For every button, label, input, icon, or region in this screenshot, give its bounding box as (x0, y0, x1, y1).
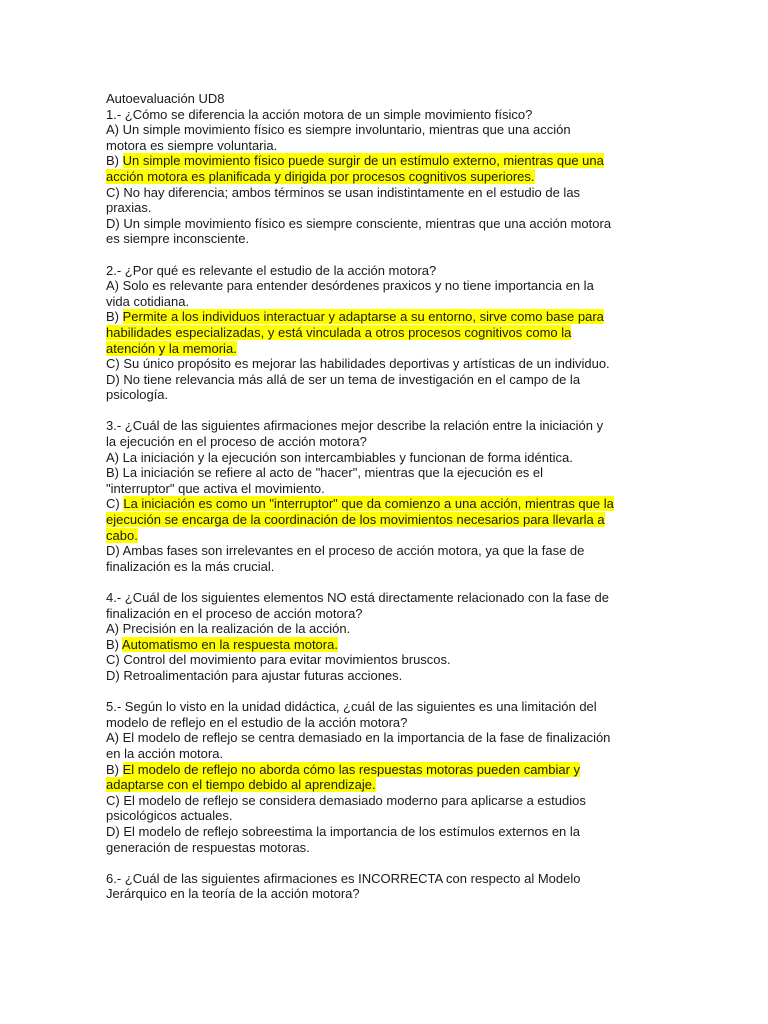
question-block (106, 590, 614, 684)
option-letter: B) (106, 636, 119, 652)
question-text: 6.- ¿Cuál de las siguientes afirmaciones es INCORRECTA con respecto al Modelo Jerárquico en la teoría de la acción motora? (106, 870, 581, 902)
option-letter: D) (106, 823, 120, 839)
option-letter: D) (106, 371, 120, 387)
answer-option (106, 153, 614, 184)
document-title: Autoevaluación UD8 (106, 91, 225, 106)
answer-option (106, 652, 614, 668)
answer-option (106, 309, 614, 356)
answer-option (106, 543, 614, 574)
option-text: Retroalimentación para ajustar futuras acciones. (123, 667, 403, 683)
option-text: No tiene relevancia más allá de ser un tema de investigación en el campo de la psicología. (106, 371, 581, 403)
answer-option (106, 824, 614, 855)
option-letter: A) (106, 730, 119, 746)
option-letter: D) (106, 667, 120, 683)
option-letter: A) (106, 122, 119, 138)
answer-option (106, 496, 614, 543)
question-block (106, 871, 614, 902)
option-letter: B) (106, 309, 119, 325)
option-letter: B) (106, 465, 119, 481)
answer-option (106, 356, 614, 372)
option-text: Su único propósito es mejorar las habilidades deportivas y artísticas de un individuo. (123, 356, 610, 372)
answer-option (106, 122, 614, 153)
option-letter: A) (106, 278, 119, 294)
answer-option (106, 730, 614, 761)
question-text: 3.- ¿Cuál de las siguientes afirmaciones mejor describe la relación entre la iniciación y la ejecución en el proceso de acción motora? (106, 418, 604, 450)
option-letter: D) (106, 543, 120, 559)
question-text: 1.- ¿Cómo se diferencia la acción motora de un simple movimiento físico? (106, 106, 533, 122)
option-text: La iniciación y la ejecución son intercambiables y funcionan de forma idéntica. (122, 449, 573, 465)
option-letter: A) (106, 621, 119, 637)
option-text: Ambas fases son irrelevantes en el proceso de acción motora, ya que la fase de finalización es la más crucial. (106, 543, 585, 574)
option-text: La iniciación se refiere al acto de "hacer", mientras que la ejecución es el "interruptor" que activa el movimiento. (106, 465, 544, 496)
option-letter: D) (106, 215, 120, 231)
answer-option (106, 465, 614, 496)
option-letter: B) (106, 761, 119, 777)
answer-option (106, 668, 614, 684)
question-text: 5.- Según lo visto en la unidad didáctica, ¿cuál de las siguientes es una limitación del modelo de reflejo en el estudio de la acción motora? (106, 699, 597, 730)
option-text: Control del movimiento para evitar movimientos bruscos. (123, 652, 451, 668)
question-list (106, 107, 614, 902)
answer-option (106, 637, 614, 653)
document-page (106, 91, 614, 917)
option-text: Precisión en la realización de la acción. (122, 621, 351, 637)
option-text: No hay diferencia; ambos términos se usan indistintamente en el estudio de las praxias. (106, 184, 581, 216)
option-letter: C) (106, 652, 120, 668)
answer-option (106, 216, 614, 247)
option-letter: A) (106, 449, 119, 465)
option-letter: C) (106, 356, 120, 372)
option-text: El modelo de reflejo se centra demasiado en la importancia de la fase de finalización en la acción motora. (106, 730, 611, 761)
highlighted-answer-text: Automatismo en la respuesta motora. (121, 636, 338, 652)
question-block (106, 107, 614, 247)
answer-option (106, 762, 614, 793)
question-block (106, 699, 614, 855)
highlighted-answer-text: Un simple movimiento físico puede surgir de un estímulo externo, mientras que una acción motora es planificada y dirigida por procesos cognitivos superiores. (106, 153, 604, 184)
option-text: El modelo de reflejo se considera demasiado moderno para aplicarse a estudios psicológicos actuales. (106, 792, 586, 824)
option-text: El modelo de reflejo sobreestima la importancia de los estímulos externos en la generación de respuestas motoras. (106, 823, 581, 855)
highlighted-answer-text: Permite a los individuos interactuar y adaptarse a su entorno, sirve como base para habilidades especializadas, y está vinculada a otros procesos cognitivos como la atención y la memoria. (106, 309, 604, 356)
option-text: Un simple movimiento físico es siempre involuntario, mientras que una acción motora es siempre voluntaria. (106, 122, 571, 153)
option-text: Un simple movimiento físico es siempre consciente, mientras que una acción motora es siempre inconsciente. (106, 215, 612, 247)
answer-option (106, 278, 614, 309)
question-block (106, 418, 614, 574)
answer-option (106, 450, 614, 466)
answer-option (106, 793, 614, 824)
question-block (106, 263, 614, 403)
question-text: 2.- ¿Por qué es relevante el estudio de la acción motora? (106, 262, 437, 278)
answer-option (106, 372, 614, 403)
option-letter: C) (106, 184, 120, 200)
option-letter: B) (106, 153, 119, 169)
highlighted-answer-text: La iniciación es como un "interruptor" que da comienzo a una acción, mientras que la ejecución se encarga de la coordinación de los movimientos necesarios para llevarla a cabo. (106, 496, 614, 543)
option-letter: C) (106, 792, 120, 808)
answer-option (106, 185, 614, 216)
option-text: Solo es relevante para entender desórdenes praxicos y no tiene importancia en la vida cotidiana. (106, 278, 594, 309)
answer-option (106, 621, 614, 637)
highlighted-answer-text: El modelo de reflejo no aborda cómo las respuestas motoras pueden cambiar y adaptarse con el tiempo debido al aprendizaje. (106, 761, 581, 793)
option-letter: C) (106, 496, 120, 512)
question-text: 4.- ¿Cuál de los siguientes elementos NO está directamente relacionado con la fase de finalización en el proceso de acción motora? (106, 590, 609, 621)
